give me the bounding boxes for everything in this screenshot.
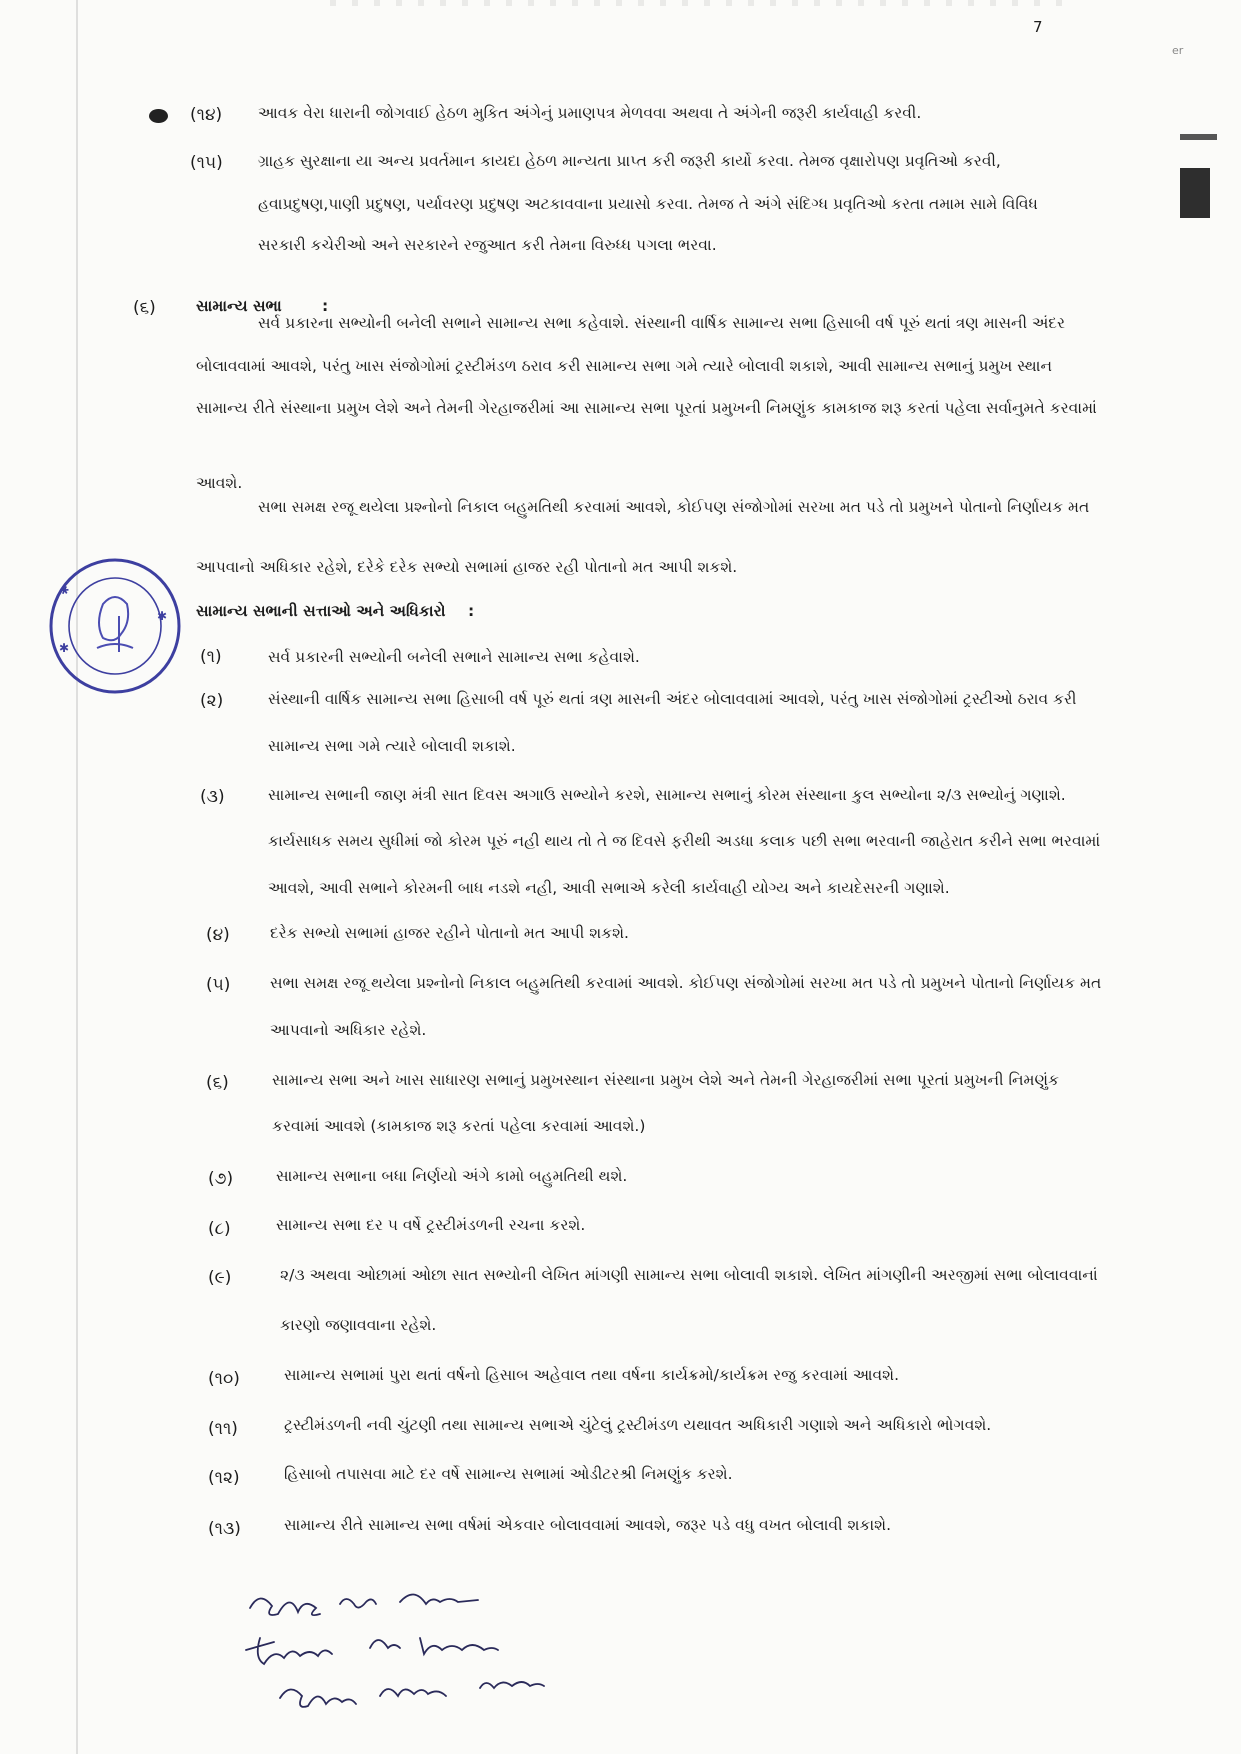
item-number: (૧૪)	[190, 105, 223, 125]
item-text: હવાપ્રદુષણ,પાણી પ્રદુષણ, પર્યાવરણ પ્રદુષણ અટકાવવાના પ્રયાસો કરવા. તેમજ તે અંગે સંદિગ્ધ પ્રવૃતિઓ કરતા તમામ સામે વિવિધ	[258, 195, 1038, 213]
item-text: સરકારી કચેરીઓ અને સરકારને રજુઆત કરી તેમના વિરુધ્ધ પગલા ભરવા.	[258, 236, 717, 254]
item-number: (૧૨)	[208, 1468, 240, 1488]
item-number: (૯)	[208, 1268, 232, 1288]
item-text: આવક વેરા ધારાની જોગવાઈ હેઠળ મુકિત અંગેનું પ્રમાણપત્ર મેળવવા અથવા તે અંગેની જરૂરી કાર્યવાહી કરવી.	[258, 104, 922, 122]
section-colon: :	[322, 297, 329, 315]
item-text: ૨/૩ અથવા ઓછામાં ઓછા સાત સભ્યોની લેખિત માંગણી સામાન્ય સભા બોલાવી શકાશે. લેખિત માંગણીની અરજીમાં સભા બોલાવવાનાં	[280, 1266, 1098, 1284]
item-number: (૫)	[206, 975, 231, 995]
item-text: આપવાનો અધિકાર રહેશે.	[270, 1021, 427, 1039]
svg-text:✱: ✱	[59, 641, 70, 655]
item-number: (૨)	[200, 691, 224, 711]
item-text: સભા સમક્ષ રજૂ થયેલા પ્રશ્નોનો નિકાલ બહુમતિથી કરવામાં આવશે. કોઈપણ સંજોગોમાં સરખા મત પડે તો પ્રમુખને પોતાનો નિર્ણાયક મત	[270, 974, 1102, 992]
item-number: (૧૫)	[190, 153, 223, 173]
item-text: ટ્રસ્ટીમંડળની નવી ચુંટણી તથા સામાન્ય સભાએ ચુંટેલું ટ્રસ્ટીમંડળ યથાવત અધિકારી ગણાશે અને અધિકારો ભોગવશે.	[284, 1416, 992, 1434]
item-text: સામાન્ય સભા અને ખાસ સાધારણ સભાનું પ્રમુખસ્થાન સંસ્થાના પ્રમુખ લેશે અને તેમની ગેરહાજરીમાં સભા પૂરતાં પ્રમુખની નિમણુંક	[272, 1071, 1059, 1089]
edge-mark	[1180, 134, 1217, 140]
item-text: કાર્યસાધક સમય સુધીમાં જો કોરમ પૂરું નહી થાય તો તે જ દિવસે ફરીથી અડધા કલાક પછી સભા ભરવાની જાહેરાત કરીને સભા ભરવામાં	[268, 832, 1101, 850]
page-fold-line	[76, 0, 78, 1754]
item-text: સર્વ પ્રકારની સભ્યોની બનેલી સભાને સામાન્ય સભા કહેવાશે.	[268, 648, 640, 666]
svg-text:✱: ✱	[157, 609, 168, 623]
item-text: કારણો જણાવવાના રહેશે.	[280, 1316, 437, 1334]
paragraph-line: સર્વ પ્રકારના સભ્યોની બનેલી સભાને સામાન્ય સભા કહેવાશે. સંસ્થાની વાર્ષિક સામાન્ય સભા હિસાબી વર્ષ પૂરું થતાં ત્રણ માસની અંદર	[258, 314, 1065, 332]
item-number: (૧૩)	[208, 1519, 241, 1539]
item-text: સામાન્ય સભામાં પુરા થતાં વર્ષનો હિસાબ અહેવાલ તથા વર્ષના કાર્યક્રમો/કાર્યક્રમ રજુ કરવામાં આવશે.	[284, 1366, 900, 1384]
item-number: (૩)	[200, 787, 225, 807]
ink-blot	[149, 109, 168, 123]
scan-artifact	[330, 0, 1070, 6]
subsection-colon: :	[468, 602, 475, 620]
paragraph-line: સામાન્ય રીતે સંસ્થાના પ્રમુખ લેશે અને તેમની ગેરહાજરીમાં આ સામાન્ય સભા પૂરતાં પ્રમુખની નિમણુંક કામકાજ શરૂ કરતાં પહેલા સર્વાનુમતે કરવામાં	[196, 399, 1097, 417]
item-text: સામાન્ય સભાના બધા નિર્ણયો અંગે કામો બહુમતિથી થશે.	[276, 1167, 628, 1185]
paragraph-line: આપવાનો અધિકાર રહેશે, દરેકે દરેક સભ્યો સભામાં હાજર રહી પોતાનો મત આપી શકશે.	[196, 558, 738, 576]
section-title: સામાન્ય સભા	[196, 297, 282, 315]
paragraph-line: બોલાવવામાં આવશે, પરંતુ ખાસ સંજોગોમાં ટ્રસ્ટીમંડળ ઠરાવ કરી સામાન્ય સભા ગમે ત્યારે બોલાવી શકાશે, આવી સામાન્ય સભાનું પ્રમુખ સ્થાન	[196, 357, 1053, 375]
item-text: કરવામાં આવશે (કામકાજ શરૂ કરતાં પહેલા કરવામાં આવશે.)	[272, 1117, 646, 1135]
item-text: દરેક સભ્યો સભામાં હાજર રહીને પોતાનો મત આપી શકશે.	[270, 924, 629, 942]
item-text: આવશે, આવી સભાને કોરમની બાધ નડશે નહી, આવી સભાએ કરેલી કાર્યવાહી યોગ્ય અને કાયદેસરની ગણાશે.	[268, 879, 950, 897]
item-text: સામાન્ય રીતે સામાન્ય સભા વર્ષમાં એકવાર બોલાવવામાં આવશે, જરૂર પડે વધુ વખત બોલાવી શકાશે.	[284, 1516, 892, 1534]
item-number: (૧૧)	[208, 1419, 238, 1439]
paragraph-line: આવશે.	[196, 474, 243, 492]
svg-text:✱: ✱	[57, 582, 73, 599]
item-number: (૬)	[206, 1073, 229, 1093]
item-number: (૮)	[208, 1219, 231, 1239]
page-number: 7	[1033, 18, 1043, 36]
item-number: (૧૦)	[208, 1369, 240, 1389]
item-number: (૧)	[200, 647, 222, 667]
item-number: (૭)	[208, 1169, 234, 1189]
section-number: (૬)	[133, 298, 156, 318]
handwritten-signatures	[240, 1578, 700, 1748]
margin-note: er	[1172, 44, 1184, 57]
official-stamp	[45, 556, 185, 696]
item-text: સંસ્થાની વાર્ષિક સામાન્ય સભા હિસાબી વર્ષ પૂરું થતાં ત્રણ માસની અંદર બોલાવવામાં આવશે, પરંતુ ખાસ સંજોગોમાં ટ્રસ્ટીઓ ઠરાવ કરી	[268, 690, 1077, 708]
edge-mark	[1180, 168, 1210, 218]
paragraph-line: સભા સમક્ષ રજૂ થયેલા પ્રશ્નોનો નિકાલ બહુમતિથી કરવામાં આવશે, કોઈપણ સંજોગોમાં સરખા મત પડે તો પ્રમુખને પોતાનો નિર્ણાયક મત	[258, 498, 1090, 516]
item-number: (૪)	[206, 925, 230, 945]
item-text: સામાન્ય સભા ગમે ત્યારે બોલાવી શકાશે.	[268, 737, 516, 755]
item-text: ગ્રાહક સુરક્ષાના યા અન્ય પ્રવર્તમાન કાયદા હેઠળ માન્યતા પ્રાપ્ત કરી જરૂરી કાર્યો કરવા. તેમજ વૃક્ષારોપણ પ્રવૃતિઓ કરવી,	[258, 152, 1001, 170]
item-text: સામાન્ય સભા દર ૫ વર્ષે ટ્રસ્ટીમંડળની રચના કરશે.	[276, 1216, 586, 1234]
item-text: સામાન્ય સભાની જાણ મંત્રી સાત દિવસ અગાઉ સભ્યોને કરશે, સામાન્ય સભાનું કોરમ સંસ્થાના કુલ સભ્યોના ૨/૩ સભ્યોનું ગણાશે.	[268, 786, 1066, 804]
item-text: હિસાબો તપાસવા માટે દર વર્ષે સામાન્ય સભામાં ઓડીટરશ્રી નિમણુંક કરશે.	[284, 1465, 733, 1483]
subsection-title: સામાન્ય સભાની સત્તાઓ અને અધિકારો	[196, 602, 446, 620]
